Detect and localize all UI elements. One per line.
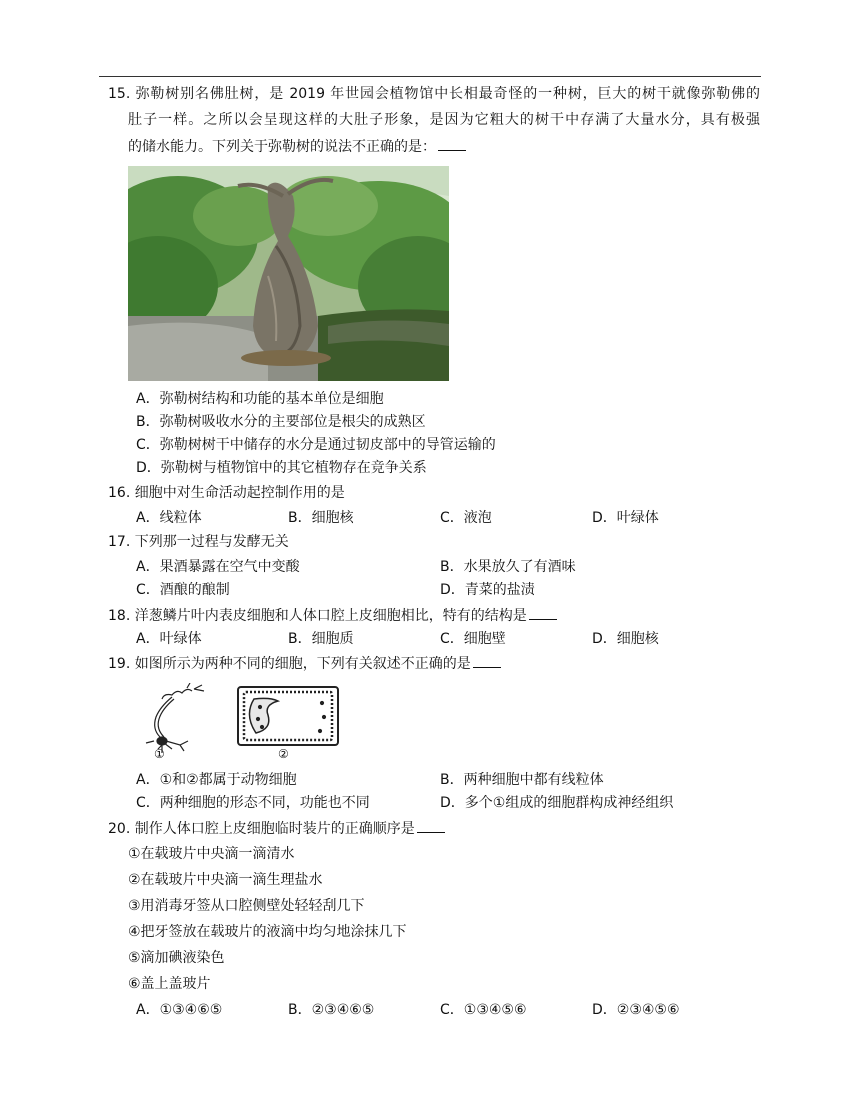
q17-option-c[interactable]: C．酒酿的酿制 xyxy=(136,582,230,598)
q15-option-d[interactable]: D．弥勒树与植物馆中的其它植物存在竞争关系 xyxy=(136,460,427,476)
q20-number: 20. xyxy=(108,821,131,837)
q16-line xyxy=(108,483,345,503)
q16-option-b[interactable]: B．细胞核 xyxy=(288,510,354,526)
figure-label-2: ② xyxy=(278,747,289,761)
figure-label-1: ① xyxy=(154,747,165,761)
q15-stem-line3: 的储水能力。下列关于弥勒树的说法不正确的是： xyxy=(128,139,436,155)
q19-stem: 如图所示为两种不同的细胞，下列有关叙述不正确的是 xyxy=(134,656,471,672)
q20-option-d[interactable]: D．②③④⑤⑥ xyxy=(592,1002,680,1018)
q16-option-d[interactable]: D．叶绿体 xyxy=(592,510,659,526)
cell-diagram xyxy=(132,683,344,763)
q15-line3 xyxy=(128,136,466,157)
maitreya-tree-photo xyxy=(128,166,449,381)
q15-option-b[interactable]: B．弥勒树吸收水分的主要部位是根尖的成熟区 xyxy=(136,414,426,430)
q17-stem: 下列那一过程与发酵无关 xyxy=(134,534,289,550)
q17-line xyxy=(108,532,289,552)
q17-option-b[interactable]: B．水果放久了有酒味 xyxy=(440,559,576,575)
q19-option-b[interactable]: B．两种细胞中都有线粒体 xyxy=(440,772,604,788)
plant-cell-drawing xyxy=(238,687,338,745)
q17-option-a[interactable]: A．果酒暴露在空气中变酸 xyxy=(136,559,300,575)
header-rule xyxy=(99,76,761,77)
q19-option-c[interactable]: C．两种细胞的形态不同，功能也不同 xyxy=(136,795,370,811)
q20-step-1: ①在载玻片中央滴一滴清水 xyxy=(128,846,295,862)
q16-option-c[interactable]: C．液泡 xyxy=(440,510,492,526)
q20-option-b[interactable]: B．②③④⑥⑤ xyxy=(288,1002,375,1018)
neuron-cell-drawing xyxy=(146,683,204,753)
answer-blank xyxy=(473,653,501,668)
answer-blank xyxy=(417,818,445,833)
q19-line xyxy=(108,653,501,674)
q16-option-a[interactable]: A．线粒体 xyxy=(136,510,202,526)
q18-line xyxy=(108,605,557,626)
q19-option-d[interactable]: D．多个①组成的细胞群构成神经组织 xyxy=(440,795,674,811)
q19-number: 19. xyxy=(108,656,131,672)
q15-option-a[interactable]: A．弥勒树结构和功能的基本单位是细胞 xyxy=(136,391,384,407)
q20-line xyxy=(108,818,445,839)
q20-stem: 制作人体口腔上皮细胞临时装片的正确顺序是 xyxy=(134,821,415,837)
q18-option-d[interactable]: D．细胞核 xyxy=(592,631,659,647)
q18-number: 18. xyxy=(108,608,131,624)
q18-stem: 洋葱鳞片叶内表皮细胞和人体口腔上皮细胞相比，特有的结构是 xyxy=(134,608,527,624)
q15-number: 15. xyxy=(108,86,131,102)
answer-blank xyxy=(529,605,557,620)
q15-stem-line2: 肚子一样。之所以会呈现这样的大肚子形象，是因为它粗大的树干中存满了大量水分，具有极强 xyxy=(128,112,760,128)
q20-step-3: ③用消毒牙签从口腔侧壁处轻轻刮几下 xyxy=(128,898,365,914)
q18-option-a[interactable]: A．叶绿体 xyxy=(136,631,202,647)
q15-stem-line1: 弥勒树别名佛肚树，是 2019 年世园会植物馆中长相最奇怪的一种树，巨大的树干就像弥勒佛的 xyxy=(135,86,761,102)
q20-option-a[interactable]: A．①③④⑥⑤ xyxy=(136,1002,223,1018)
answer-blank xyxy=(438,136,466,151)
q19-option-a[interactable]: A．①和②都属于动物细胞 xyxy=(136,772,297,788)
q16-stem: 细胞中对生命活动起控制作用的是 xyxy=(134,485,345,501)
q18-option-c[interactable]: C．细胞壁 xyxy=(440,631,506,647)
q20-step-5: ⑤滴加碘液染色 xyxy=(128,950,225,966)
q15-line1 xyxy=(108,84,760,104)
q17-option-d[interactable]: D．青菜的盐渍 xyxy=(440,582,535,598)
q20-option-c[interactable]: C．①③④⑤⑥ xyxy=(440,1002,527,1018)
q18-option-b[interactable]: B．细胞质 xyxy=(288,631,354,647)
q15-option-c[interactable]: C．弥勒树树干中储存的水分是通过韧皮部中的导管运输的 xyxy=(136,437,496,453)
q20-step-2: ②在载玻片中央滴一滴生理盐水 xyxy=(128,872,323,888)
q17-number: 17. xyxy=(108,534,131,550)
q16-number: 16. xyxy=(108,485,131,501)
q20-step-4: ④把牙签放在载玻片的液滴中均匀地涂抹几下 xyxy=(128,924,407,940)
q20-step-6: ⑥盖上盖玻片 xyxy=(128,976,211,992)
